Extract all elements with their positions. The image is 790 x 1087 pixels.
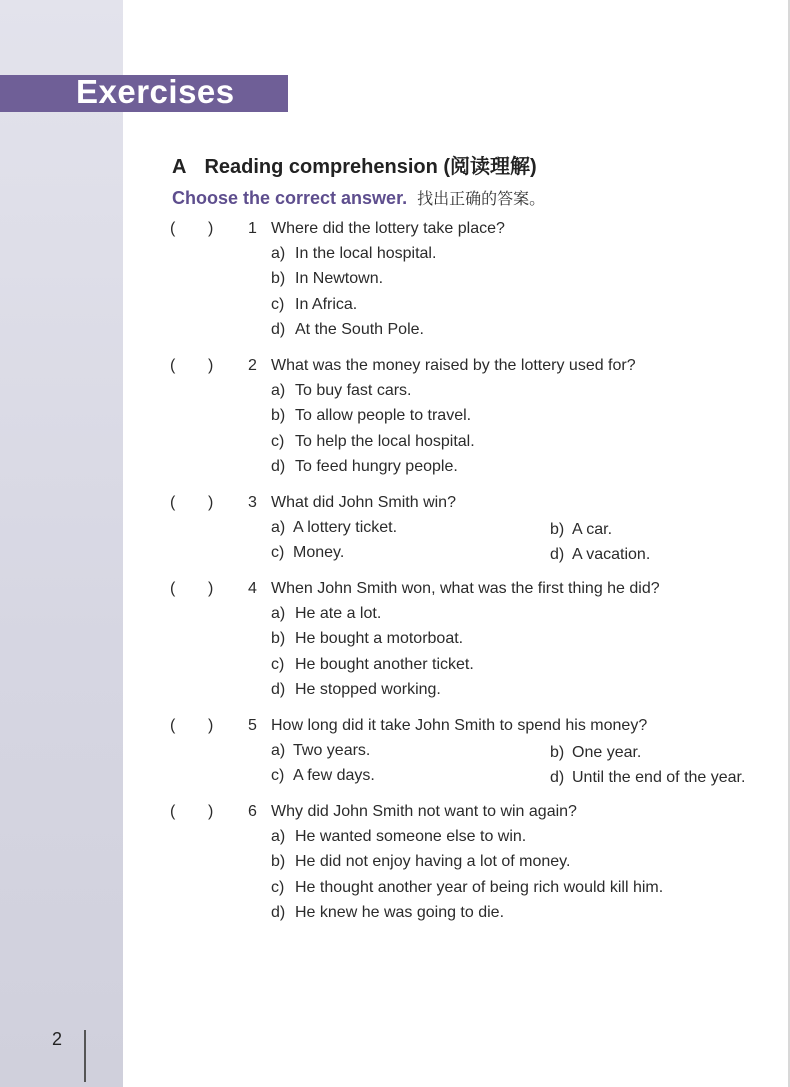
question-text: What was the money raised by the lottery used for? <box>271 357 636 374</box>
page-number-rule <box>84 1030 86 1082</box>
option-item <box>166 458 776 483</box>
option-text: At the South Pole. <box>295 320 424 338</box>
question-item <box>166 357 776 483</box>
option-text: To allow people to travel. <box>295 407 472 425</box>
option-item <box>550 769 745 787</box>
option-text: To feed hungry people. <box>295 457 458 475</box>
question-line <box>166 220 776 245</box>
question-item <box>166 220 776 346</box>
section-title: Reading comprehension (阅读理解) <box>204 156 537 178</box>
option-text: Two years. <box>293 742 371 759</box>
instruction-chinese: 找出正确的答案。 <box>417 189 546 208</box>
question-line <box>166 357 776 382</box>
option-letter: c) <box>271 655 285 673</box>
option-text: In Africa. <box>295 295 358 313</box>
section-letter: A <box>172 156 187 178</box>
option-letter: a) <box>271 382 286 399</box>
question-item <box>166 717 776 793</box>
option-text: He did not enjoy having a lot of money. <box>295 853 571 871</box>
question-number: 2 <box>248 357 257 374</box>
option-item <box>271 519 397 537</box>
question-line <box>166 580 776 605</box>
answer-blank-close: ) <box>208 357 214 374</box>
option-row <box>166 767 776 792</box>
option-item <box>166 433 776 458</box>
option-row <box>166 544 776 569</box>
option-item <box>550 744 641 762</box>
option-item <box>550 521 612 539</box>
answer-blank-open: ( <box>170 803 176 820</box>
question-number: 1 <box>248 220 257 237</box>
question-item <box>166 494 776 570</box>
option-letter: d) <box>271 680 286 698</box>
option-text: Until the end of the year. <box>572 769 746 787</box>
option-text: Money. <box>293 544 345 562</box>
option-letter: d) <box>271 457 286 475</box>
section-heading <box>172 150 537 179</box>
option-text: In the local hospital. <box>295 245 437 262</box>
option-text: To buy fast cars. <box>295 382 412 399</box>
option-row <box>166 742 776 767</box>
option-item <box>166 681 776 706</box>
option-item <box>166 656 776 681</box>
answer-blank-open: ( <box>170 357 176 374</box>
option-letter: b) <box>271 853 286 871</box>
answer-blank-close: ) <box>208 494 214 511</box>
answer-blank-open: ( <box>170 494 176 511</box>
option-item <box>166 853 776 878</box>
page-margin-band <box>0 0 123 1087</box>
option-item <box>166 904 776 929</box>
question-item <box>166 580 776 706</box>
question-text: When John Smith won, what was the first thing he did? <box>271 580 660 597</box>
option-text: He knew he was going to die. <box>295 903 505 921</box>
option-letter: a) <box>271 828 286 845</box>
option-letter: b) <box>550 744 565 761</box>
option-text: He stopped working. <box>295 680 441 698</box>
page-number: 2 <box>52 1029 63 1049</box>
instruction-english: Choose the correct answer. <box>172 188 408 208</box>
question-text: What did John Smith win? <box>271 494 456 511</box>
question-text: How long did it take John Smith to spend his money? <box>271 717 648 734</box>
option-text: A few days. <box>293 767 375 785</box>
option-item <box>271 767 375 785</box>
option-item <box>166 605 776 630</box>
option-item <box>271 742 370 760</box>
question-item <box>166 803 776 929</box>
option-text: A vacation. <box>572 546 651 564</box>
option-text: He ate a lot. <box>295 605 382 622</box>
option-item <box>166 382 776 407</box>
answer-blank-close: ) <box>208 717 214 734</box>
option-letter: d) <box>271 903 286 921</box>
option-letter: c) <box>271 878 285 896</box>
answer-blank-close: ) <box>208 580 214 597</box>
answer-blank-open: ( <box>170 220 176 237</box>
question-line <box>166 494 776 519</box>
question-line <box>166 717 776 742</box>
option-text: He bought another ticket. <box>295 655 474 673</box>
option-letter: c) <box>271 767 285 785</box>
option-item <box>166 630 776 655</box>
option-item <box>166 828 776 853</box>
question-number: 3 <box>248 494 257 511</box>
option-letter: b) <box>271 407 286 425</box>
option-letter: d) <box>271 320 286 338</box>
option-letter: b) <box>271 270 286 288</box>
option-letter: b) <box>550 521 565 538</box>
option-letter: a) <box>271 742 286 759</box>
option-item <box>166 296 776 321</box>
option-letter: c) <box>271 432 285 450</box>
option-row <box>166 519 776 544</box>
question-number: 4 <box>248 580 257 597</box>
question-text: Where did the lottery take place? <box>271 220 505 237</box>
option-item <box>166 879 776 904</box>
option-letter: c) <box>271 295 285 313</box>
option-letter: b) <box>271 630 286 648</box>
option-letter: a) <box>271 245 286 262</box>
option-letter: a) <box>271 605 286 622</box>
answer-blank-open: ( <box>170 717 176 734</box>
option-item <box>271 544 344 562</box>
option-item <box>166 407 776 432</box>
option-letter: d) <box>550 546 565 564</box>
option-item <box>166 321 776 346</box>
option-letter: c) <box>271 544 285 562</box>
option-text: In Newtown. <box>295 270 384 288</box>
option-text: He thought another year of being rich would kill him. <box>295 878 664 896</box>
answer-blank-close: ) <box>208 220 214 237</box>
answer-blank-close: ) <box>208 803 214 820</box>
option-letter: a) <box>271 519 286 536</box>
option-text: He wanted someone else to win. <box>295 828 527 845</box>
option-text: He bought a motorboat. <box>295 630 464 648</box>
question-line <box>166 803 776 828</box>
question-number: 5 <box>248 717 257 734</box>
option-item <box>166 245 776 270</box>
option-letter: d) <box>550 769 565 787</box>
question-text: Why did John Smith not want to win again? <box>271 803 577 820</box>
question-number: 6 <box>248 803 257 820</box>
instruction-line <box>172 186 545 209</box>
option-text: To help the local hospital. <box>295 432 475 450</box>
option-item <box>166 270 776 295</box>
page-title: Exercises <box>76 73 235 110</box>
option-text: A lottery ticket. <box>293 519 398 536</box>
option-text: A car. <box>572 521 613 538</box>
answer-blank-open: ( <box>170 580 176 597</box>
option-text: One year. <box>572 744 642 761</box>
option-item <box>550 546 650 564</box>
